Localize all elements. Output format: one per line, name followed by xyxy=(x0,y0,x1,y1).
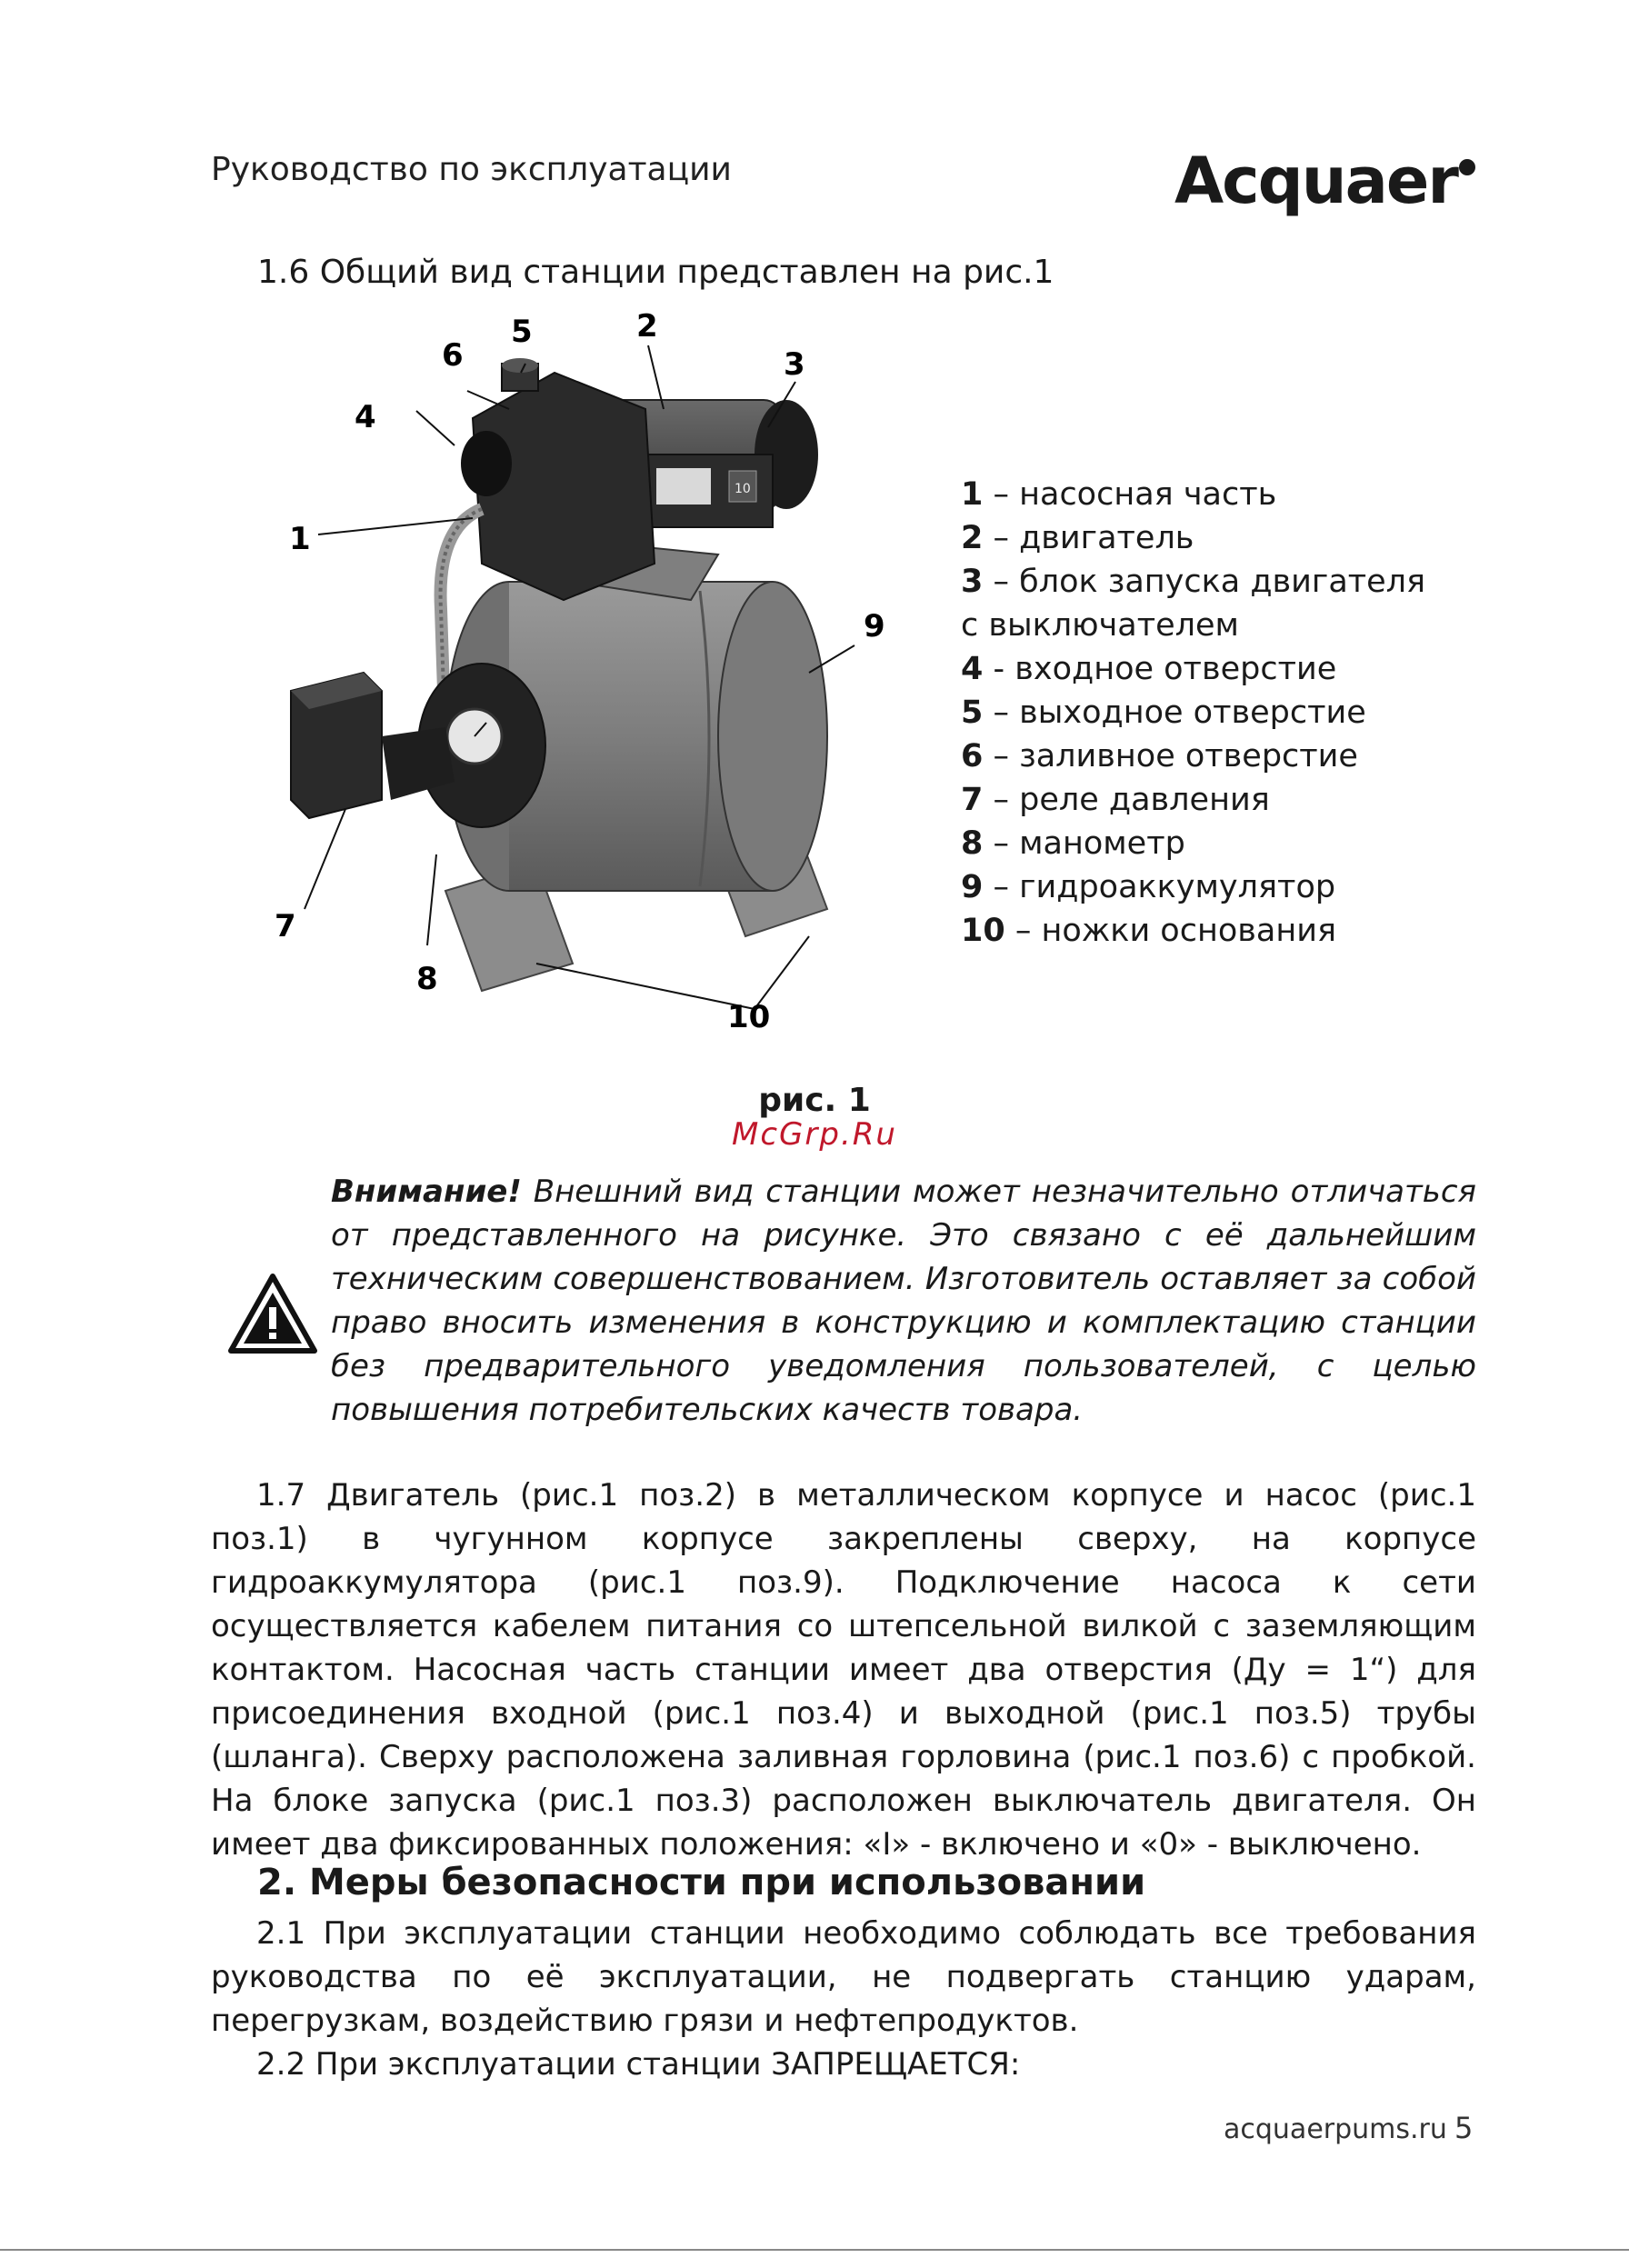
callout-10: 10 xyxy=(727,999,771,1035)
callout-2: 2 xyxy=(636,309,658,345)
page-number: 5 xyxy=(1454,2111,1474,2145)
legend-item: 10 – ножки основания xyxy=(961,913,1337,949)
warning-label: Внимание! xyxy=(331,1174,522,1210)
pressure-relay xyxy=(291,673,382,818)
pump-head xyxy=(461,358,655,600)
page-bottom-divider xyxy=(0,2249,1629,2251)
paragraph-2-2: 2.2 При эксплуатации станции ЗАПРЕЩАЕТСЯ: xyxy=(256,2046,1021,2083)
legend-item: 1 – насосная часть xyxy=(961,476,1277,513)
footer-url[interactable]: acquaerpums.ru xyxy=(1224,2113,1447,2145)
warning-text: Внешний вид станции может незначительно отличаться от представленного на рисунке. Это связано с её дальнейшим техническим совершенствованием. Изготовитель оставляет за собой право вносить изменения в конструкцию и комплектацию станции без предварительного уведомления пользователей, с целью повышения потребительских качеств товара. xyxy=(331,1174,1476,1428)
paragraph-2-1: 2.1 При эксплуатации станции необходимо соблюдать все требования руководства по её эксплуатации, не подвергать станцию ударам, перегрузкам, воздействию грязи и нефтепродуктов. xyxy=(211,1915,1476,2039)
legend-item: с выключателем xyxy=(961,607,1239,644)
legend-item: 3 – блок запуска двигателя xyxy=(961,564,1426,600)
figure-legend xyxy=(961,473,1425,953)
watermark-link[interactable]: McGrp.Ru xyxy=(732,1116,897,1153)
warning-note xyxy=(331,1170,1476,1432)
legend-item: 7 – реле давления xyxy=(961,782,1270,818)
manometer xyxy=(382,664,545,827)
intro-text: 1.6 Общий вид станции представлен на рис.1 xyxy=(257,254,1054,291)
pump-station-figure xyxy=(264,309,954,1073)
callout-6: 6 xyxy=(442,337,464,374)
callout-5: 5 xyxy=(511,314,533,350)
callout-8: 8 xyxy=(416,961,438,997)
switch-label: 10 xyxy=(735,482,751,496)
callout-1: 1 xyxy=(289,521,311,557)
legend-item: 4 - входное отверстие xyxy=(961,651,1337,687)
logo-dot-icon xyxy=(1459,159,1475,175)
callout-7: 7 xyxy=(275,908,296,944)
paragraph-1-7: 1.7 Двигатель (рис.1 поз.2) в металлическом корпусе и насос (рис.1 поз.1) в чугунном корпусе закреплены сверху, на корпусе гидроаккумулятора (рис.1 поз.9). Подключение насоса к сети осуществляется кабелем питания со штепсельной вилкой с заземляющим контактом. Насосная часть станции имеет два отверстия (Ду = 1“) для присоединения входной (рис.1 поз.4) и выходной (рис.1 поз.5) трубы (шланга). Сверху расположена заливная горловина (рис.1 поз.6) с пробкой. На блоке запуска (рис.1 поз.3) расположен выключатель двигателя. Он имеет два фиксированных положения: «I» - включено и «0» - выключено. xyxy=(211,1477,1476,1863)
callout-3: 3 xyxy=(784,346,805,383)
legend-item: 8 – манометр xyxy=(961,825,1185,862)
warning-triangle-icon xyxy=(227,1273,318,1354)
legend-item: 6 – заливное отверстие xyxy=(961,738,1358,774)
legend-item: 9 – гидроаккумулятор xyxy=(961,869,1336,905)
legend-item: 2 – двигатель xyxy=(961,520,1194,556)
header-title: Руководство по эксплуатации xyxy=(211,151,732,188)
callout-4: 4 xyxy=(355,399,376,435)
callout-9: 9 xyxy=(864,608,885,644)
brand-logo: Acquaer xyxy=(1174,144,1475,218)
legend-item: 5 – выходное отверстие xyxy=(961,694,1366,731)
figure-caption: рис. 1 xyxy=(758,1082,871,1119)
section-title: 2. Меры безопасности при использовании xyxy=(257,1862,1146,1903)
